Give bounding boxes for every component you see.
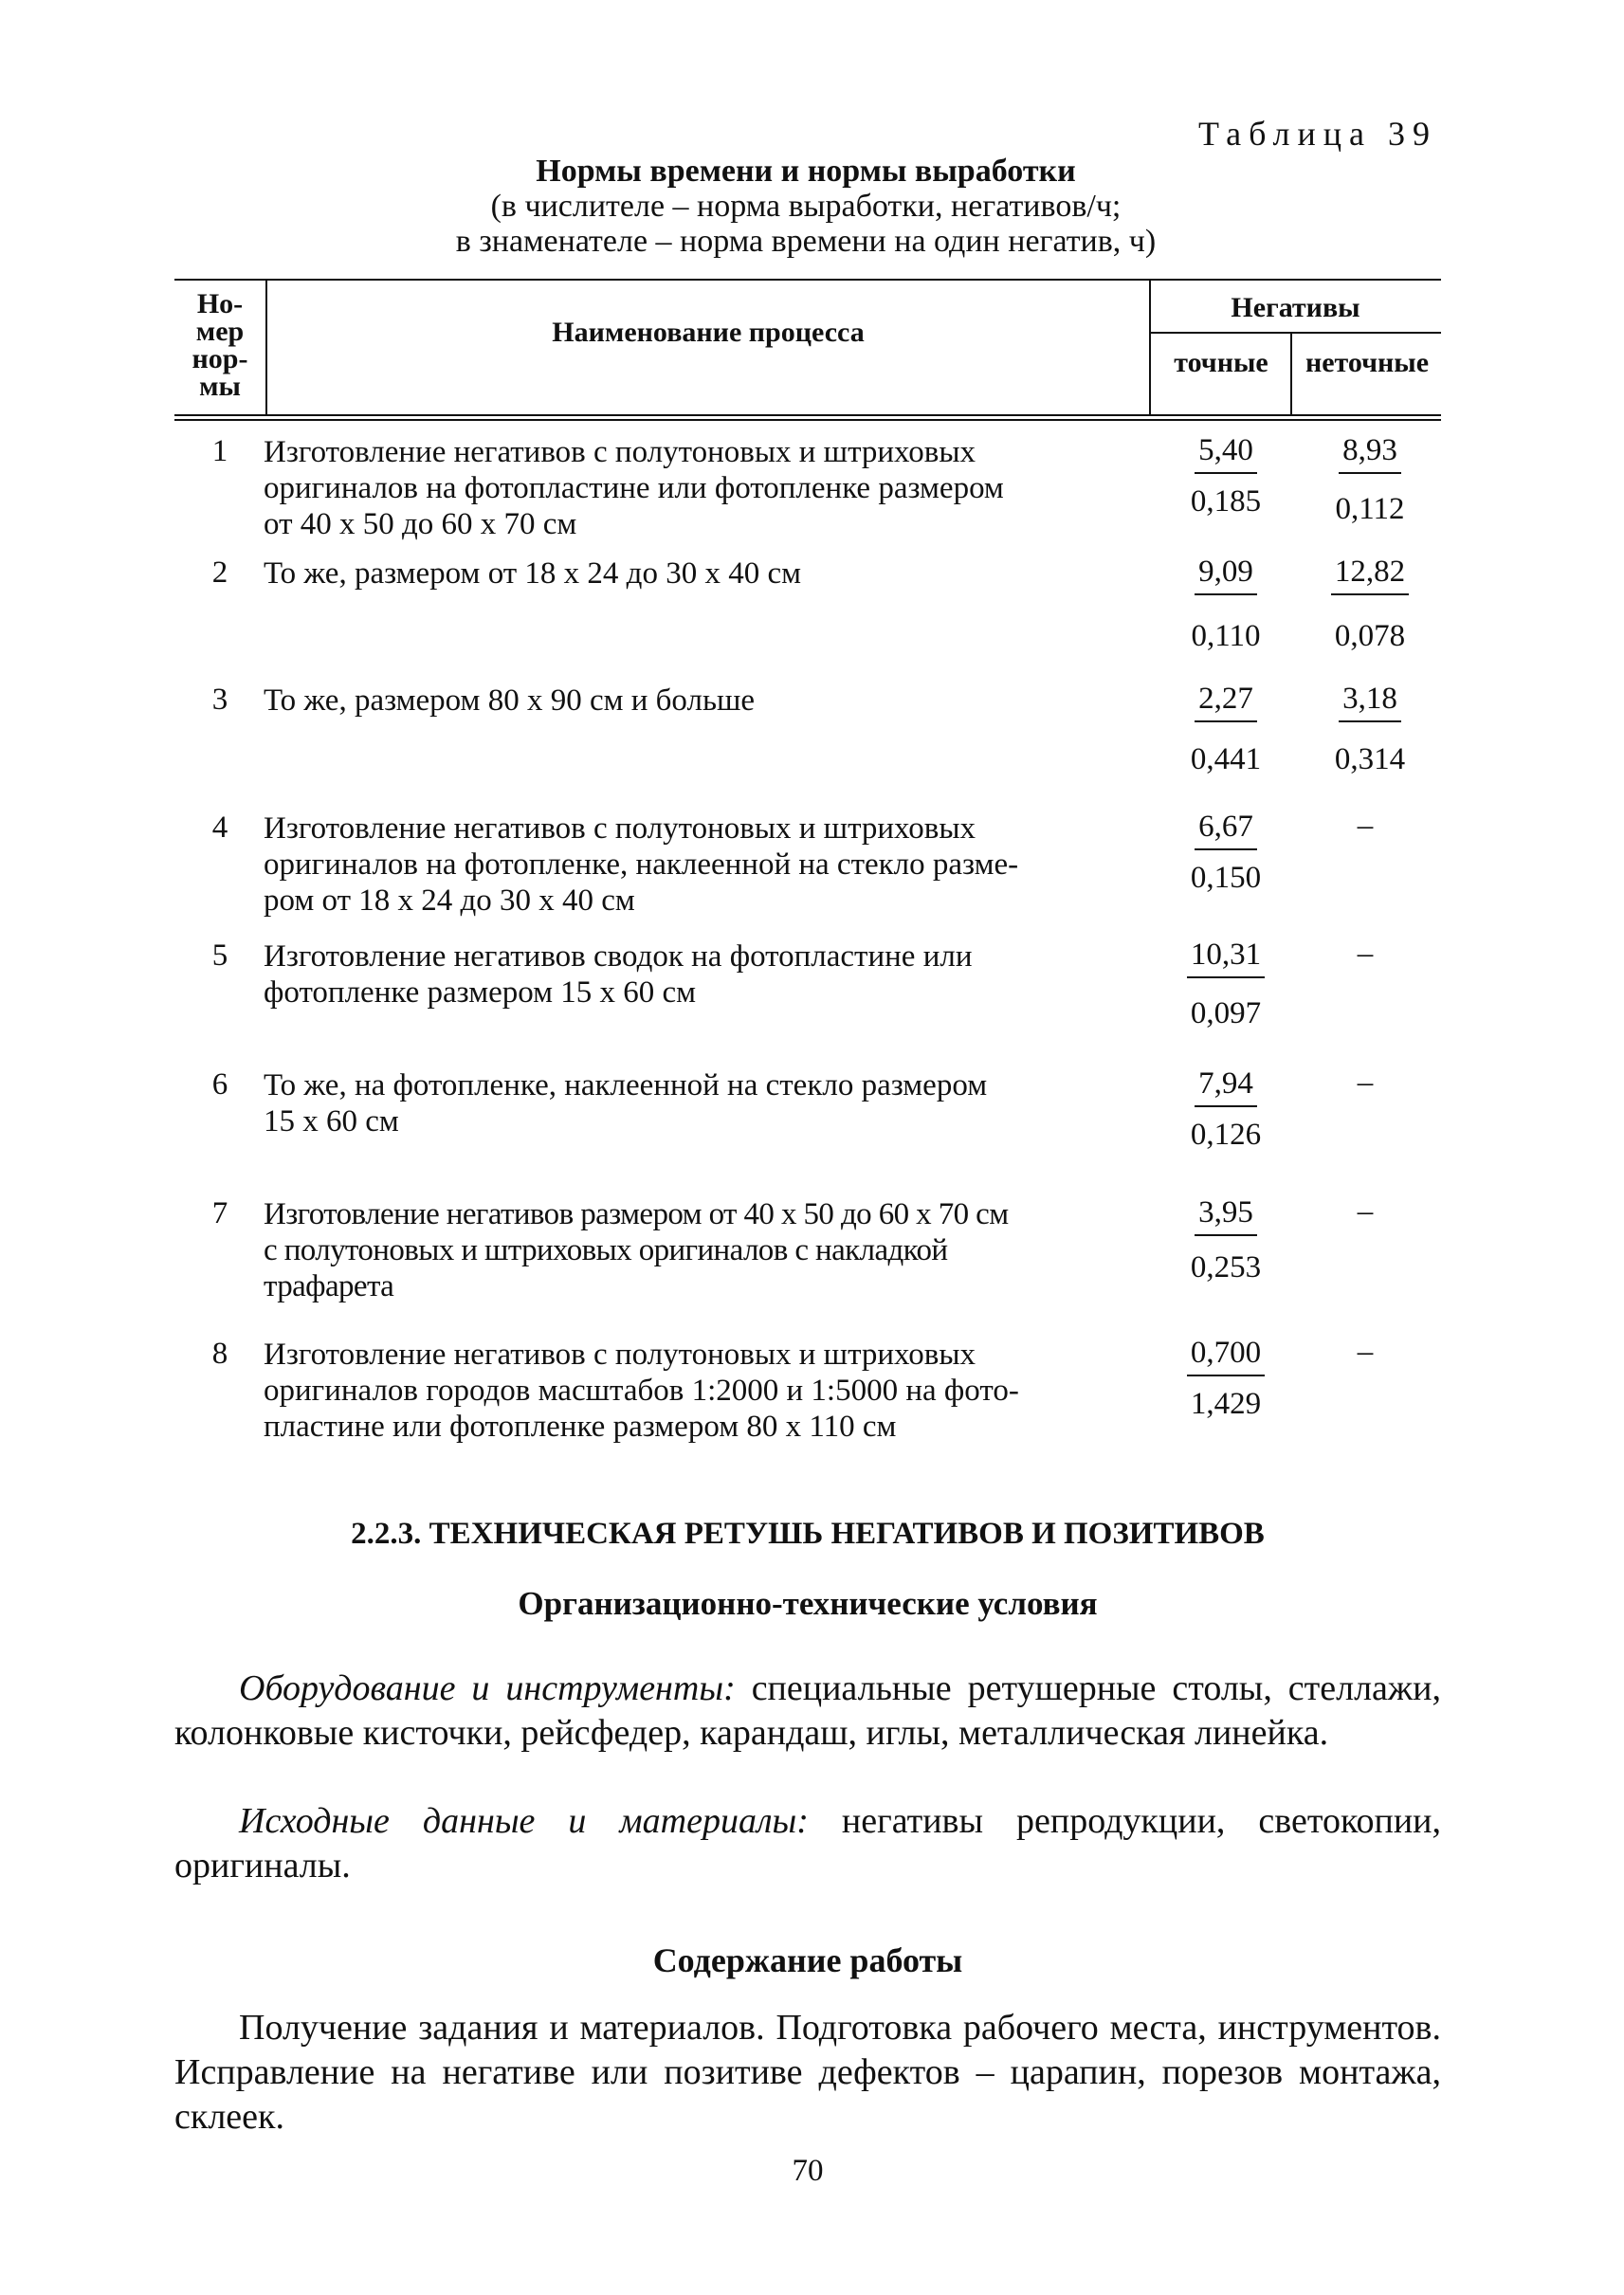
row-8-exact-numerator: 0,700 [1187,1335,1265,1376]
section-title: 2.2.3. ТЕХНИЧЕСКАЯ РЕТУШЬ НЕГАТИВОВ И ПОЗИТИВОВ [351,1517,1265,1551]
row-4-inexact-dash: – [1357,809,1374,843]
table-title-line-2: (в числителе – норма выработки, негативов/ч; [490,189,1122,224]
row-name-line: Изготовление негативов с полутоновых и штриховых [264,1338,976,1372]
row-3-inexact-numerator: 3,18 [1339,681,1401,722]
row-name-line: Изготовление негативов с полутоновых и штриховых [264,435,976,469]
header-negatives: Негативы [1231,292,1360,323]
row-name-line: оригиналов городов масштабов 1:2000 и 1:5000 на фото- [264,1374,1019,1408]
row-5-exact-denominator: 0,097 [1190,996,1262,1030]
row-2-inexact-numerator: 12,82 [1331,554,1409,595]
row-8-number: 8 [211,1337,228,1371]
row-name-line: То же, размером от 18 х 24 до 30 х 40 см [264,556,801,591]
source-label: Исходные данные и материалы: [239,1801,809,1841]
row-1-inexact [1308,432,1432,527]
row-1-number: 1 [211,434,228,468]
row-2-exact-denominator: 0,110 [1191,619,1261,653]
row-3-inexact [1308,681,1432,777]
row-6-exact-denominator: 0,126 [1190,1118,1262,1152]
row-8-exact-denominator: 1,429 [1190,1387,1262,1421]
row-2-inexact [1308,554,1432,654]
table-title-line-1: Нормы времени и нормы выработки [536,154,1076,189]
row-name-line: Изготовление негативов с полутоновых и штриховых [264,811,976,846]
row-1-exact-numerator: 5,40 [1195,432,1257,474]
header-negatives-rule [1149,332,1441,334]
row-3-exact-denominator: 0,441 [1190,742,1262,776]
row-4-exact-numerator: 6,67 [1195,809,1257,850]
row-3-inexact-denominator: 0,314 [1334,742,1406,776]
row-8-inexact-dash: – [1357,1335,1374,1369]
row-6-name [264,1067,1136,1139]
paragraph-source [174,1799,1441,1888]
row-name-line: оригиналов на фотопленке, наклеенной на стекло разме- [264,847,1019,882]
source-text: негативы репродукции, светокопии, оригиналы. [174,1801,1441,1885]
row-5-exact-numerator: 10,31 [1187,937,1265,978]
row-3-exact [1164,681,1287,777]
row-5-number: 5 [211,938,228,973]
row-7-exact-denominator: 0,253 [1190,1250,1262,1284]
row-1-inexact-numerator: 8,93 [1339,432,1401,474]
equipment-text: специальные ретушерные столы, стеллажи, колонковые кисточки, рейсфедер, карандаш, иглы, металлическая линейка. [174,1668,1441,1753]
header-number-line: нор- [192,343,248,374]
table-title-line-3: в знаменателе – норма времени на один негатив, ч) [455,224,1157,259]
row-3-name [264,683,1136,719]
row-8-exact [1164,1335,1287,1422]
page-number: 70 [792,2154,824,2188]
row-name-line: То же, размером 80 х 90 см и больше [264,683,756,718]
header-exact: точные [1174,347,1268,378]
row-4-name [264,811,1136,919]
row-name-line: трафарета [264,1269,394,1303]
row-name-line: ром от 18 х 24 до 30 х 40 см [264,883,635,918]
row-name-line: То же, на фотопленке, наклеенной на стекло размером [264,1068,988,1102]
row-1-name [264,434,1136,542]
header-divider-name [1149,279,1151,416]
row-6-number: 6 [211,1067,228,1102]
table-title [171,154,1441,259]
equipment-label: Оборудование и инструменты: [239,1668,736,1708]
row-7-exact-numerator: 3,95 [1195,1194,1257,1236]
row-name-line: 15 х 60 см [264,1104,399,1138]
row-7-name [264,1196,1136,1304]
row-4-exact [1164,809,1287,896]
row-6-exact [1164,1066,1287,1153]
header-number [176,290,264,400]
row-4-number: 4 [211,811,228,845]
paragraph-equipment [174,1667,1441,1756]
row-7-exact [1164,1194,1287,1285]
row-7-inexact-dash: – [1357,1194,1374,1229]
row-5-inexact-dash: – [1357,937,1374,971]
row-3-number: 3 [211,683,228,717]
paragraph-content: Получение задания и материалов. Подготовка рабочего места, инструментов. Исправление на негативе или позитиве дефектов – царапин, порезов монтажа, склеек. [174,2008,1441,2137]
row-1-exact-denominator: 0,185 [1190,484,1262,519]
row-name-line: от 40 х 50 до 60 х 70 см [264,507,577,541]
row-5-name [264,938,1136,1011]
row-1-inexact-denominator: 0,112 [1335,492,1405,526]
subtitle-content: Содержание работы [652,1941,963,1979]
header-number-line: мер [195,316,245,347]
row-2-exact [1164,554,1287,654]
row-4-exact-denominator: 0,150 [1190,861,1262,895]
table-header-bottom-rule-2 [174,419,1441,421]
row-1-exact [1164,432,1287,519]
table-label: Таблица 39 [1198,115,1437,153]
header-number-line: Но- [196,288,244,319]
table-header-bottom-rule [174,414,1441,416]
header-number-line: мы [199,371,241,402]
row-name-line: с полутоновых и штриховых оригиналов с накладкой [264,1233,948,1267]
row-5-exact [1164,937,1287,1031]
header-inexact: неточные [1305,347,1430,378]
row-6-exact-numerator: 7,94 [1195,1066,1257,1107]
row-2-number: 2 [211,556,228,590]
header-process-name: Наименование процесса [552,317,865,348]
row-name-line: пластине или фотопленке размером 80 х 110 см [264,1410,897,1444]
row-name-line: Изготовление негативов размером от 40 х 50 до 60 х 70 см [264,1197,1009,1231]
row-name-line: Изготовление негативов сводок на фотопластине или [264,939,973,974]
row-2-inexact-denominator: 0,078 [1334,619,1406,653]
row-8-name [264,1337,1136,1445]
row-name-line: фотопленке размером 15 х 60 см [264,975,697,1010]
row-2-exact-numerator: 9,09 [1195,554,1257,595]
row-6-inexact-dash: – [1357,1066,1374,1100]
table-top-rule [174,279,1441,281]
header-divider-negatives [1290,334,1292,416]
header-divider-num [265,279,267,416]
row-name-line: оригиналов на фотопластине или фотопленке размером [264,471,1004,505]
row-3-exact-numerator: 2,27 [1195,681,1257,722]
subtitle-conditions: Организационно-технические условия [518,1585,1098,1622]
row-2-name [264,556,1136,592]
row-7-number: 7 [211,1196,228,1230]
